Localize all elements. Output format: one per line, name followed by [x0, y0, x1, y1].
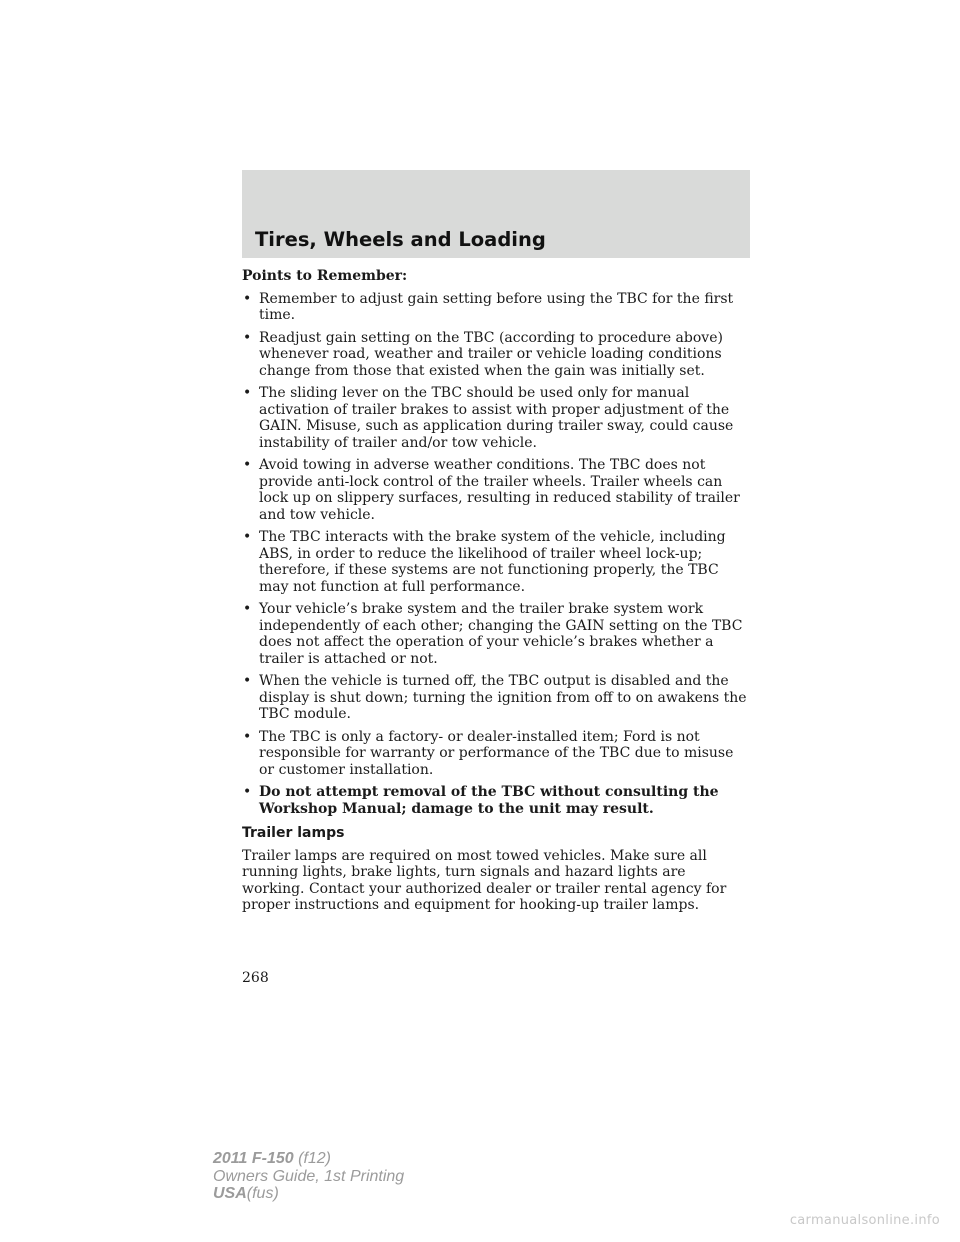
footer-line-edition: Owners Guide, 1st Printing: [213, 1167, 405, 1185]
points-heading: Points to Remember:: [242, 268, 408, 284]
footer-line-market: [213, 1185, 404, 1203]
list-item-text: Readjust gain setting on the TBC (according to procedure above) whenever road, weather and trailer or vehicle loading conditions change from those that existed when the gain was initially set.: [259, 329, 723, 379]
points-list: [242, 291, 752, 818]
watermark: carmanualsonline.info: [789, 1213, 940, 1228]
bullet-icon: •: [243, 457, 252, 473]
list-item-text: Your vehicle’s brake system and the trailer brake system work independently of each other; changing the GAIN setting on the TBC does not affect the operation of your vehicle’s brakes whether a trailer is attached or not.: [259, 601, 743, 667]
list-item: [242, 529, 752, 595]
footer-model-code: (f12): [298, 1150, 332, 1167]
trailer-lamps-paragraph: Trailer lamps are required on most towed vehicles. Make sure all running lights, brake lights, turn signals and hazard lights are working. Contact your authorized dealer or trailer rental agency for proper instructions and equipment for hooking-up trailer lamps.: [242, 847, 727, 913]
footer-market-code: (fus): [246, 1185, 279, 1202]
list-item-text: Remember to adjust gain setting before using the TBC for the first time.: [259, 290, 734, 323]
list-item-text: The sliding lever on the TBC should be used only for manual activation of trailer brakes to assist with proper adjustment of the GAIN. Misuse, such as application during trailer sway, could cause instability of trailer and/or tow vehicle.: [259, 385, 734, 451]
bullet-icon: •: [243, 385, 252, 401]
bullet-icon: •: [243, 529, 252, 545]
list-item: [242, 601, 752, 667]
list-item: [242, 457, 752, 523]
list-item: [242, 385, 752, 451]
bullet-icon: •: [243, 673, 252, 689]
trailer-lamps-heading: Trailer lamps: [242, 825, 345, 841]
bullet-icon: •: [243, 601, 252, 617]
section-title: Tires, Wheels and Loading: [255, 228, 546, 251]
list-item: [242, 330, 752, 380]
page-content: [242, 268, 752, 914]
section-header-band: [242, 170, 750, 258]
bullet-icon: •: [243, 329, 252, 346]
bullet-icon: •: [243, 784, 252, 800]
print-footer: [213, 1150, 404, 1203]
footer-model: 2011 F-150: [213, 1150, 294, 1167]
list-item-text: When the vehicle is turned off, the TBC output is disabled and the display is shut down; turning the ignition from off to on awakens the TBC module.: [259, 673, 747, 722]
list-item-text: The TBC interacts with the brake system of the vehicle, including ABS, in order to reduce the likelihood of trailer wheel lock-up; therefore, if these systems are not functioning properly, the TBC may not function at full performance.: [259, 529, 726, 595]
list-item-text: The TBC is only a factory- or dealer-installed item; Ford is not responsible for warranty or performance of the TBC due to misuse or customer installation.: [259, 728, 734, 778]
list-item: [242, 291, 752, 324]
footer-market: USA: [213, 1185, 247, 1202]
footer-line-model: [213, 1150, 404, 1168]
list-item-warning: [242, 784, 752, 817]
list-item: [242, 673, 752, 723]
list-item: [242, 729, 752, 779]
page-number: 268: [242, 970, 269, 986]
list-item-text: Do not attempt removal of the TBC without consulting the Workshop Manual; damage to the unit may result.: [259, 784, 719, 817]
list-item-text: Avoid towing in adverse weather conditions. The TBC does not provide anti-lock control of the trailer wheels. Trailer wheels can lock up on slippery surfaces, resulting in reduced stability of trailer and tow vehicle.: [259, 457, 740, 523]
bullet-icon: •: [243, 290, 252, 307]
bullet-icon: •: [243, 728, 252, 745]
